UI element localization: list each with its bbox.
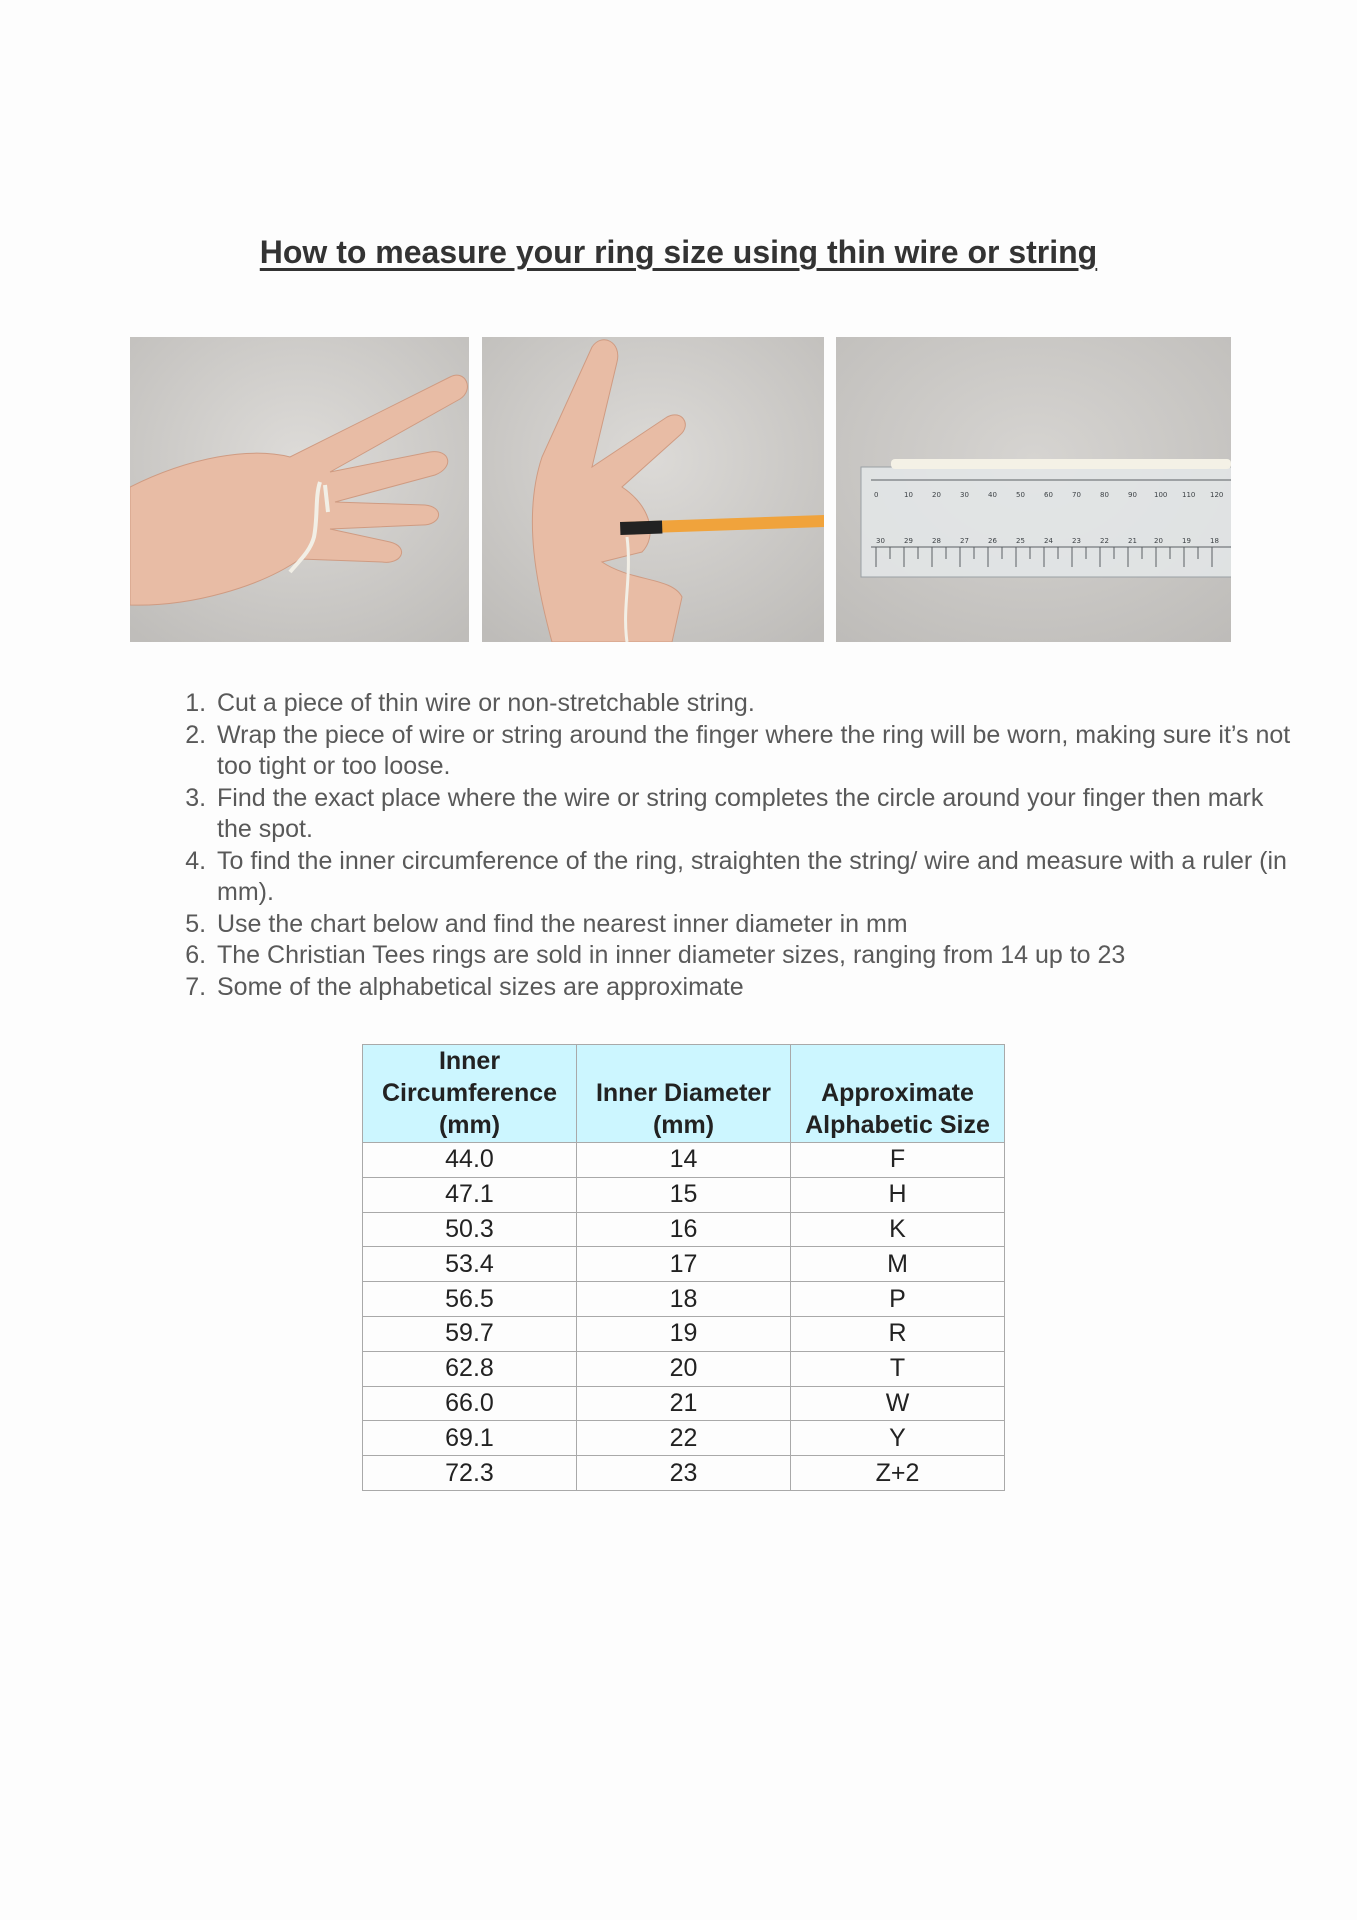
step-2: 2. Wrap the piece of wire or string around the finger where the ring will be worn, making sure it’s not too tight or too loose. — [213, 720, 1293, 783]
cell-diameter: 14 — [577, 1143, 791, 1178]
ring-size-table — [362, 1044, 1005, 1491]
cell-diameter: 17 — [577, 1247, 791, 1282]
step-7: 7. Some of the alphabetical sizes are approximate — [213, 972, 1293, 1004]
string-wrapped-finger-photo — [130, 337, 469, 642]
header-inner-diameter — [577, 1045, 791, 1143]
header-text: Circumference — [381, 1079, 558, 1107]
table-row — [363, 1247, 1005, 1282]
table-row — [363, 1143, 1005, 1178]
svg-text:30: 30 — [876, 537, 885, 545]
cell-alpha-size: Y — [791, 1421, 1005, 1456]
header-text: Inner Diameter — [595, 1079, 772, 1107]
svg-text:20: 20 — [932, 491, 941, 499]
svg-text:28: 28 — [932, 537, 941, 545]
svg-text:19: 19 — [1182, 537, 1191, 545]
cell-alpha-size: M — [791, 1247, 1005, 1282]
cell-alpha-size: P — [791, 1282, 1005, 1317]
measuring-string-with-ruler-photo — [836, 337, 1231, 642]
svg-text:50: 50 — [1016, 491, 1025, 499]
table-row — [363, 1282, 1005, 1317]
table-header-row — [363, 1045, 1005, 1143]
cell-diameter: 15 — [577, 1177, 791, 1212]
cell-circumference: 72.3 — [363, 1456, 577, 1491]
header-inner-circumference — [363, 1045, 577, 1143]
cell-circumference: 47.1 — [363, 1177, 577, 1212]
table-row — [363, 1386, 1005, 1421]
cell-alpha-size: R — [791, 1316, 1005, 1351]
cell-alpha-size: T — [791, 1351, 1005, 1386]
header-text: Approximate — [821, 1079, 974, 1107]
svg-text:18: 18 — [1210, 537, 1219, 545]
header-alphabetic-size — [791, 1045, 1005, 1143]
header-text: Inner — [438, 1047, 501, 1075]
table-row — [363, 1456, 1005, 1491]
cell-circumference: 59.7 — [363, 1316, 577, 1351]
cell-circumference: 50.3 — [363, 1212, 577, 1247]
svg-text:80: 80 — [1100, 491, 1109, 499]
svg-text:0: 0 — [874, 491, 879, 499]
cell-diameter: 20 — [577, 1351, 791, 1386]
cell-diameter: 23 — [577, 1456, 791, 1491]
cell-circumference: 56.5 — [363, 1282, 577, 1317]
cell-diameter: 21 — [577, 1386, 791, 1421]
svg-text:90: 90 — [1128, 491, 1137, 499]
cell-alpha-size: W — [791, 1386, 1005, 1421]
cell-diameter: 22 — [577, 1421, 791, 1456]
step-1: 1. Cut a piece of thin wire or non-stretchable string. — [213, 688, 1293, 720]
header-text: Alphabetic Size — [805, 1111, 990, 1139]
step-3: 3. Find the exact place where the wire or string completes the circle around your finger then mark the spot. — [213, 783, 1293, 846]
table-row — [363, 1177, 1005, 1212]
svg-text:29: 29 — [904, 537, 913, 545]
cell-alpha-size: H — [791, 1177, 1005, 1212]
table-row — [363, 1212, 1005, 1247]
svg-text:25: 25 — [1016, 537, 1025, 545]
instructions-list — [168, 688, 1293, 1003]
svg-text:110: 110 — [1182, 491, 1196, 499]
cell-diameter: 16 — [577, 1212, 791, 1247]
svg-text:70: 70 — [1072, 491, 1081, 499]
marking-string-with-pen-photo — [482, 337, 824, 642]
table-row — [363, 1351, 1005, 1386]
cell-alpha-size: Z+2 — [791, 1456, 1005, 1491]
svg-text:23: 23 — [1072, 537, 1081, 545]
svg-text:27: 27 — [960, 537, 969, 545]
page-title: How to measure your ring size using thin wire or string — [259, 234, 1098, 270]
cell-alpha-size: F — [791, 1143, 1005, 1178]
svg-text:60: 60 — [1044, 491, 1053, 499]
step-4: 4. To find the inner circumference of the ring, straighten the string/ wire and measure with a ruler (in mm). — [213, 846, 1293, 909]
svg-text:24: 24 — [1044, 537, 1053, 545]
cell-circumference: 62.8 — [363, 1351, 577, 1386]
step-6: 6. The Christian Tees rings are sold in inner diameter sizes, ranging from 14 up to 23 — [213, 940, 1293, 972]
svg-text:21: 21 — [1128, 537, 1137, 545]
svg-text:30: 30 — [960, 491, 969, 499]
svg-text:22: 22 — [1100, 537, 1109, 545]
header-text: (mm) — [438, 1111, 501, 1139]
cell-diameter: 18 — [577, 1282, 791, 1317]
table-row — [363, 1421, 1005, 1456]
cell-circumference: 44.0 — [363, 1143, 577, 1178]
cell-circumference: 53.4 — [363, 1247, 577, 1282]
cell-circumference: 66.0 — [363, 1386, 577, 1421]
header-text: (mm) — [652, 1111, 715, 1139]
cell-circumference: 69.1 — [363, 1421, 577, 1456]
svg-text:26: 26 — [988, 537, 997, 545]
cell-alpha-size: K — [791, 1212, 1005, 1247]
svg-text:120: 120 — [1210, 491, 1224, 499]
svg-text:100: 100 — [1154, 491, 1168, 499]
svg-text:10: 10 — [904, 491, 913, 499]
svg-text:40: 40 — [988, 491, 997, 499]
step-5: 5. Use the chart below and find the nearest inner diameter in mm — [213, 909, 1293, 941]
svg-text:20: 20 — [1154, 537, 1163, 545]
table-row — [363, 1316, 1005, 1351]
cell-diameter: 19 — [577, 1316, 791, 1351]
